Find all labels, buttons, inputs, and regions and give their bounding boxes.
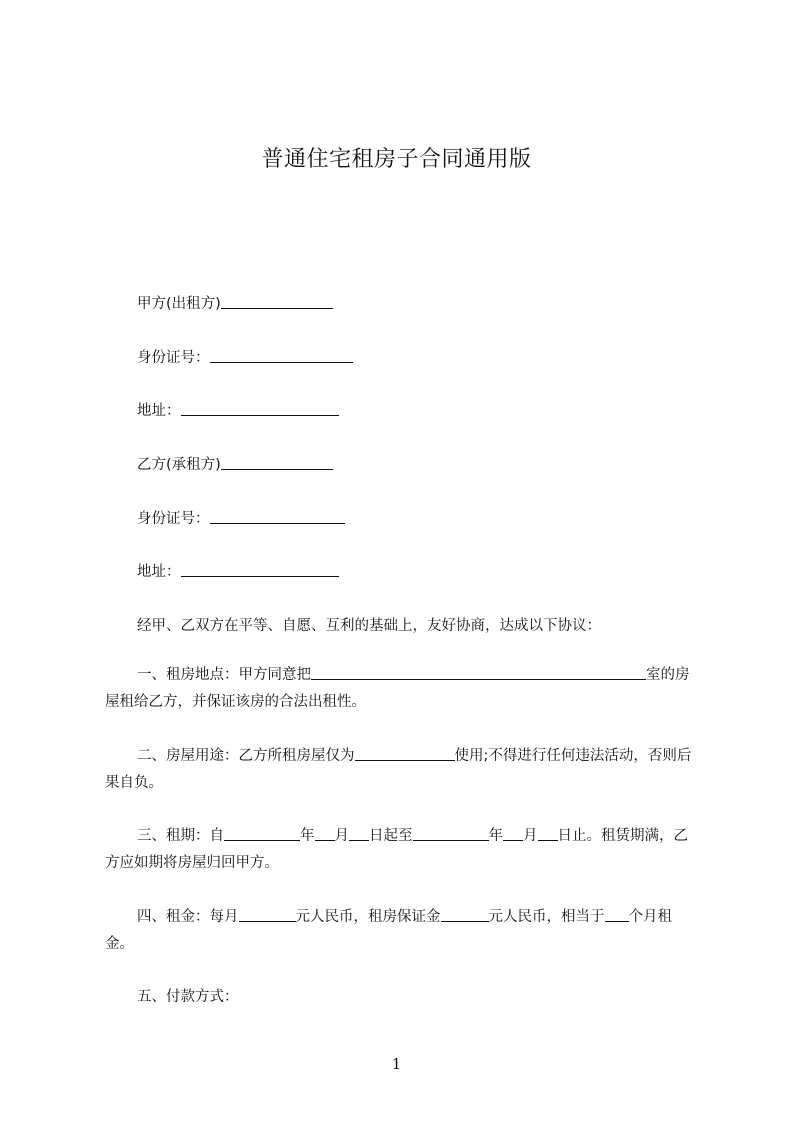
party-b-line	[137, 453, 333, 474]
clause-4-deposit-blank	[441, 907, 489, 922]
party-a-id-blank	[210, 348, 353, 363]
clause-3-y1: 年	[300, 828, 315, 844]
clause-1	[105, 662, 700, 716]
clause-3-month2-blank	[503, 826, 523, 841]
party-a-label: 甲方(出租方)	[137, 296, 221, 312]
party-a-id-line	[137, 346, 353, 367]
clause-4-rent-blank	[239, 907, 296, 922]
clause-4-d: 个月租金。	[105, 909, 672, 952]
document-title: 普通住宅租房子合同通用版	[261, 147, 532, 172]
clause-3-year1-blank	[224, 826, 300, 841]
clause-3-month1-blank	[315, 826, 335, 841]
intro-text: 经甲、乙双方在平等、自愿、互利的基础上，友好协商，达成以下协议：	[137, 618, 601, 634]
clause-3-d2: 日止。租赁期满，乙方应如期将房屋归回甲方。	[105, 828, 688, 871]
clause-5	[105, 984, 700, 1011]
party-a-address-line	[137, 399, 339, 420]
party-b-address-line	[137, 560, 339, 581]
clause-4-b: 元人民币，租房保证金	[295, 909, 441, 925]
clause-4-a: 四、租金：每月	[137, 909, 239, 925]
clause-3-m2: 月	[523, 828, 538, 844]
party-b-id-label: 身份证号：	[137, 511, 210, 527]
clause-3	[105, 823, 700, 877]
clause-4-months-blank	[605, 907, 629, 922]
clause-5-a: 五、付款方式：	[137, 989, 239, 1005]
party-b-id-blank	[210, 509, 345, 524]
clause-4	[105, 904, 700, 958]
party-a-blank	[221, 294, 333, 309]
party-a-address-label: 地址：	[137, 403, 181, 419]
page-number: 1	[391, 1055, 402, 1073]
clause-3-day1-blank	[349, 826, 369, 841]
party-b-id-line	[137, 507, 345, 528]
clause-2-a: 二、房屋用途：乙方所租房屋仅为	[137, 748, 355, 764]
clause-1-blank	[311, 665, 646, 680]
clause-3-year2-blank	[413, 826, 489, 841]
clause-2	[105, 743, 700, 797]
clause-2-b: 使用;不得进行任何违法活动，否则后果自负。	[105, 748, 692, 791]
clause-2-blank	[355, 746, 455, 761]
party-b-address-label: 地址：	[137, 564, 181, 580]
party-b-blank	[221, 455, 333, 470]
party-a-id-label: 身份证号：	[137, 350, 210, 366]
clause-3-a: 三、租期：自	[137, 828, 224, 844]
clause-1-a: 一、租房地点：甲方同意把	[137, 667, 311, 683]
party-a-line	[137, 292, 333, 313]
clause-3-y2: 年	[488, 828, 503, 844]
clause-3-m1: 月	[334, 828, 349, 844]
clause-4-c: 元人民币，相当于	[488, 909, 605, 925]
party-a-address-blank	[181, 401, 339, 416]
clause-3-d1: 日起至	[369, 828, 413, 844]
party-b-address-blank	[181, 562, 339, 577]
clause-3-day2-blank	[538, 826, 558, 841]
clause-1-b: 室的房屋租给乙方，并保证该房的合法出租性。	[105, 667, 690, 710]
party-b-label: 乙方(承租方)	[137, 457, 221, 473]
